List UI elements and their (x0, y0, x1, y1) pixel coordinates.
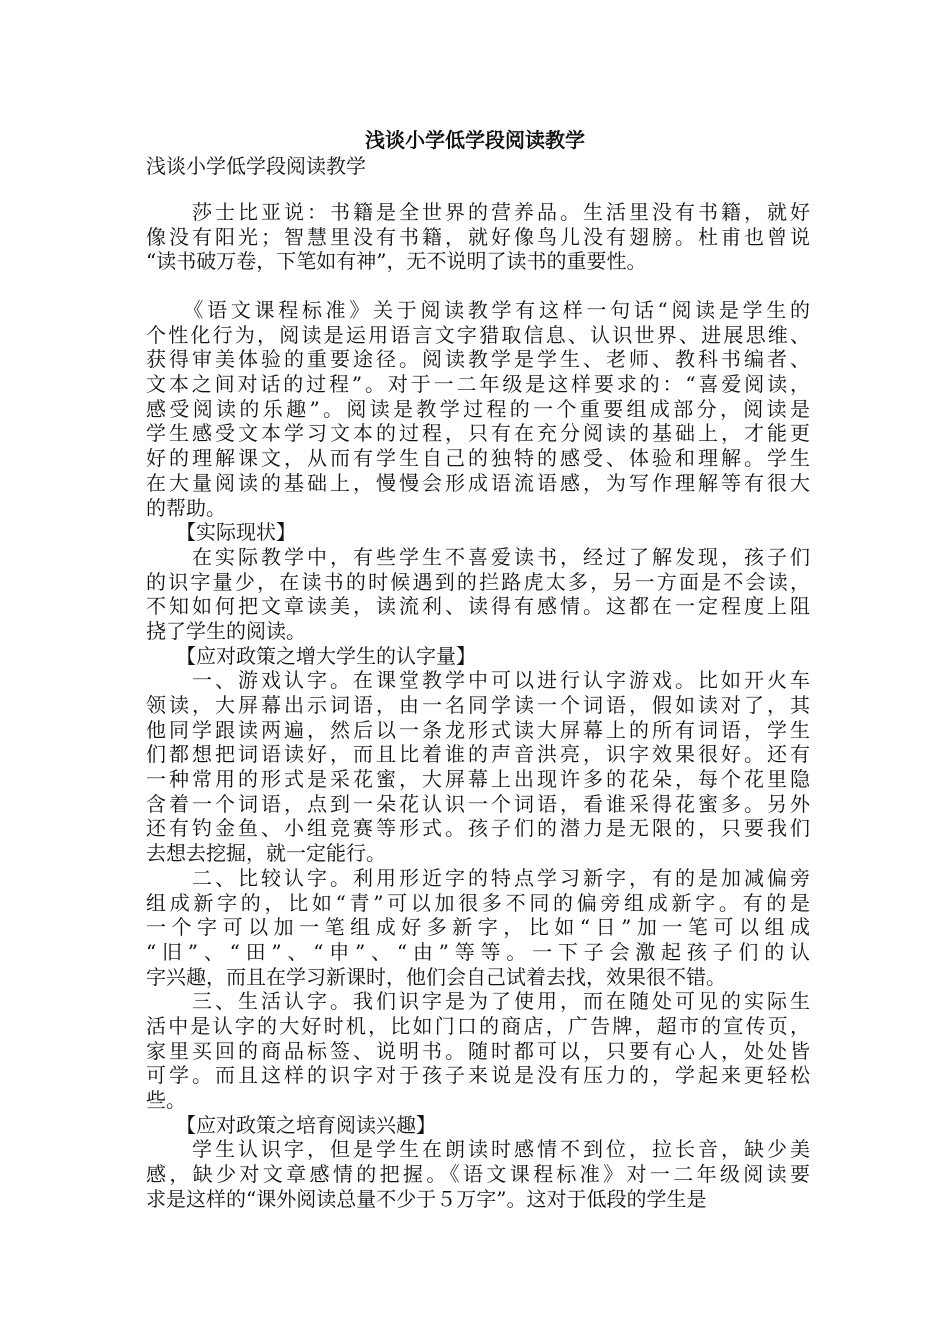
text-line: 三、生活认字。我们识字是为了使用，而在随处可见的实际生 (146, 989, 810, 1014)
text-line: 活中是认字的大好时机，比如门口的商店，广告牌，超市的宣传页， (146, 1013, 810, 1038)
text-line: 【实际现状】 (146, 520, 296, 545)
text-line: 学生感受文本学习文本的过程，只有在充分阅读的基础上，才能更 (146, 421, 810, 446)
text-line: 莎士比亚说：书籍是全世界的营养品。生活里没有书籍，就好 (146, 200, 810, 224)
text-line: “读书破万卷，下笔如有神”，无不说明了读书的重要性。 (146, 249, 647, 274)
text-line: 感，缺少对文章感情的把握。《语文课程标准》对一二年级阅读要 (146, 1162, 810, 1187)
text-line: 领读，大屏幕出示词语，由一名同学读一个词语，假如读对了，其 (146, 693, 810, 717)
document-subtitle: 浅谈小学低学段阅读教学 (146, 154, 366, 178)
text-line: 去想去挖掘，就一定能行。 (146, 841, 386, 866)
text-line: 一、游戏认字。在课堂教学中可以进行认字游戏。比如开火车 (146, 668, 810, 693)
text-line: 在大量阅读的基础上，慢慢会形成语流语感，为写作理解等有很大 (146, 470, 810, 495)
text-line: 还有钓金鱼、小组竞赛等形式。孩子们的潜力是无限的，只要我们 (146, 816, 810, 841)
text-line: 个性化行为，阅读是运用语言文字猎取信息、认识世界、进展思维、 (146, 322, 810, 347)
text-line: 的识字量少，在读书的时候遇到的拦路虎太多，另一方面是不会读， (146, 569, 810, 594)
text-line: 文本之间对话的过程”。对于一二年级是这样要求的：“喜爱阅读， (146, 372, 810, 397)
text-line: “旧”、“田”、“申”、“由”等等。一下子会激起孩子们的认 (146, 939, 810, 964)
text-line: 的帮助。 (146, 495, 226, 520)
text-line: 学生认识字，但是学生在朗读时感情不到位，拉长音，缺少美 (146, 1137, 810, 1162)
text-line: 家里买回的商品标签、说明书。随时都可以，只要有心人，处处皆 (146, 1038, 810, 1063)
text-line: 【应对政策之增大学生的认字量】 (146, 643, 476, 668)
text-line: 《语文课程标准》关于阅读教学有这样一句话“阅读是学生的 (146, 298, 810, 322)
text-line: 字兴趣，而且在学习新课时，他们会自己试着去找，效果很不错。 (146, 964, 726, 989)
text-line: 可学。而且这样的识字对于孩子来说是没有压力的，学起来更轻松 (146, 1063, 810, 1088)
text-line: 们都想把词语读好，而且比着谁的声音洪亮，识字效果很好。还有 (146, 742, 810, 767)
text-line: 求是这样的“课外阅读总量不少于５万字”。这对于低段的学生是 (146, 1186, 707, 1211)
text-line: 不知如何把文章读美，读流利、读得有感情。这都在一定程度上阻 (146, 594, 810, 619)
text-line: 像没有阳光；智慧里没有书籍，就好像鸟儿没有翅膀。杜甫也曾说 (146, 224, 810, 249)
text-line: 【应对政策之培育阅读兴趣】 (146, 1112, 436, 1137)
text-line: 一种常用的形式是采花蜜，大屏幕上出现许多的花朵，每个花里隐 (146, 767, 810, 792)
intro-paragraph (146, 200, 810, 274)
text-line: 在实际教学中，有些学生不喜爱读书，经过了解发现，孩子们 (146, 544, 810, 569)
text-line: 获得审美体验的重要途径。阅读教学是学生、老师、教科书编者、 (146, 347, 810, 372)
text-line: 一个字可以加一笔组成好多新字，比如“日”加一笔可以组成 (146, 915, 810, 940)
text-line: 二、比较认字。利用形近字的特点学习新字，有的是加减偏旁 (146, 865, 810, 890)
text-line: 挠了学生的阅读。 (146, 618, 306, 643)
document-title: 浅谈小学低学段阅读教学 (365, 128, 585, 152)
text-line: 些。 (146, 1088, 186, 1112)
text-line: 组成新字的，比如“青”可以加很多不同的偏旁组成新字。有的是 (146, 890, 810, 915)
text-line: 他同学跟读两遍，然后以一条龙形式读大屏幕上的所有词语，学生 (146, 717, 810, 742)
body-text (146, 298, 810, 1211)
text-line: 感受阅读的乐趣”。阅读是教学过程的一个重要组成部分，阅读是 (146, 396, 810, 421)
text-line: 好的理解课文，从而有学生自己的独特的感受、体验和理解。学生 (146, 446, 810, 471)
text-line: 含着一个词语，点到一朵花认识一个词语，看谁采得花蜜多。另外 (146, 791, 810, 816)
